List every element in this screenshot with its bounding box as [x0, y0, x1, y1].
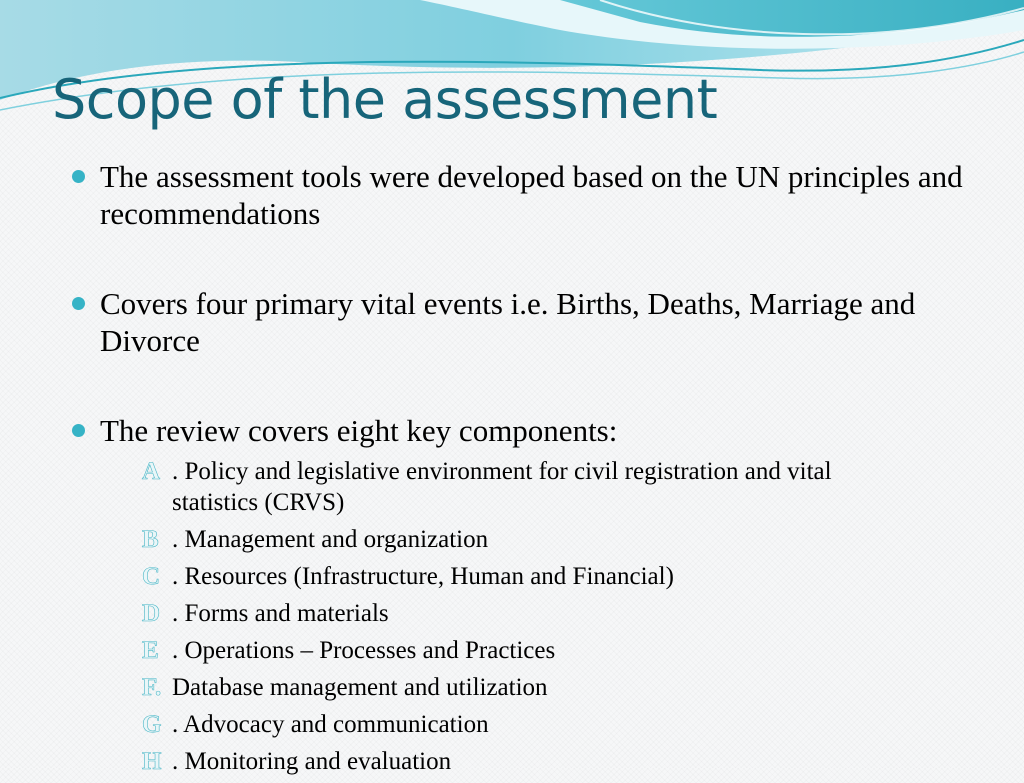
component-text: . Monitoring and evaluation: [172, 748, 452, 775]
bullet-item: [72, 412, 972, 449]
bullet-item: [72, 285, 972, 359]
component-item: [142, 709, 902, 740]
component-item: [142, 672, 902, 703]
component-text: . Resources (Infrastructure, Human and Financial): [172, 563, 674, 590]
slide-title: Scope of the assessment: [52, 68, 718, 131]
bullet-item: [72, 158, 972, 232]
component-letter: A: [142, 458, 161, 485]
bullet-text: Covers four primary vital events i.e. Births, Deaths, Marriage and Divorce: [100, 286, 916, 358]
component-letter: E: [142, 637, 159, 664]
component-text: . Policy and legislative environment for civil registration and vital statistics (CRVS): [172, 458, 832, 516]
component-letter: F.: [142, 674, 162, 701]
component-item: [142, 598, 902, 629]
component-text: . Forms and materials: [172, 600, 389, 627]
component-list: [142, 456, 902, 783]
component-text: . Advocacy and communication: [172, 711, 489, 738]
component-letter: H: [142, 748, 162, 775]
bullet-dot-icon: [72, 170, 85, 183]
component-text: . Operations – Processes and Practices: [172, 637, 556, 664]
bullet-text: The review covers eight key components:: [100, 413, 618, 448]
component-letter: C: [142, 563, 161, 590]
component-text: . Management and organization: [172, 526, 489, 553]
component-item: [142, 635, 902, 666]
bullet-dot-icon: [72, 424, 85, 437]
component-letter: B: [142, 526, 159, 553]
bullet-text: The assessment tools were developed based on the UN principles and recommendations: [100, 159, 963, 231]
bullet-list: [72, 158, 972, 449]
component-item: [142, 456, 902, 518]
component-item: [142, 561, 902, 592]
component-item: [142, 524, 902, 555]
component-letter: G: [142, 711, 162, 738]
component-item: [142, 746, 902, 777]
component-letter: D: [142, 600, 161, 627]
component-text: Database management and utilization: [172, 674, 548, 701]
bullet-dot-icon: [72, 297, 85, 310]
